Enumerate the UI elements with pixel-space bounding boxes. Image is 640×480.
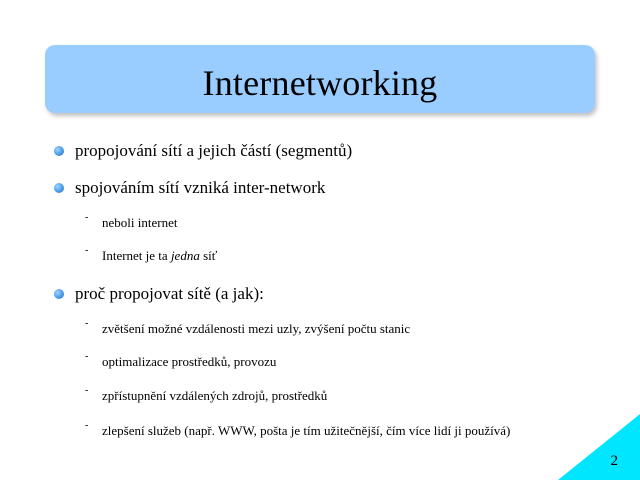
sub-bullet-text: optimalizace prostředků, provozu <box>102 354 277 369</box>
sub-bullet-text: zlepšení služeb (např. WWW, pošta je tím užitečnější, čím více lidí ji používá) <box>102 423 511 438</box>
slide-title: Internetworking <box>202 63 438 103</box>
sub-bullet-dash-icon: - <box>85 351 89 362</box>
bullet-dot-icon <box>54 146 64 156</box>
sub-bullet-text: zpřístupnění vzdálených zdrojů, prostředků <box>102 388 328 403</box>
bullet-text: proč propojovat sítě (a jak): <box>75 284 264 303</box>
sub-bullet-text-part: síť <box>199 248 218 263</box>
corner-accent-triangle <box>558 414 640 480</box>
sub-bullet-dash-icon: - <box>85 385 89 396</box>
sub-bullet-emphasis: jedna <box>170 248 200 263</box>
sub-bullet-dash-icon: - <box>85 420 89 431</box>
sub-bullet-text <box>102 248 217 264</box>
sub-bullet-text-part: Internet je ta <box>102 248 171 263</box>
page-number: 2 <box>610 453 618 469</box>
bullet-text: spojováním sítí vzniká inter-network <box>75 178 326 197</box>
bullet-text: propojování sítí a jejich částí (segmentů) <box>75 141 353 160</box>
sub-bullet-dash-icon: - <box>85 318 89 329</box>
bullet-dot-icon <box>54 289 64 299</box>
sub-bullet-text: neboli internet <box>102 215 178 230</box>
sub-bullet-dash-icon: - <box>85 212 89 223</box>
sub-bullet-dash-icon: - <box>85 245 89 256</box>
bullet-dot-icon <box>54 183 64 193</box>
sub-bullet-text: zvětšení možné vzdálenosti mezi uzly, zvýšení počtu stanic <box>102 321 411 336</box>
